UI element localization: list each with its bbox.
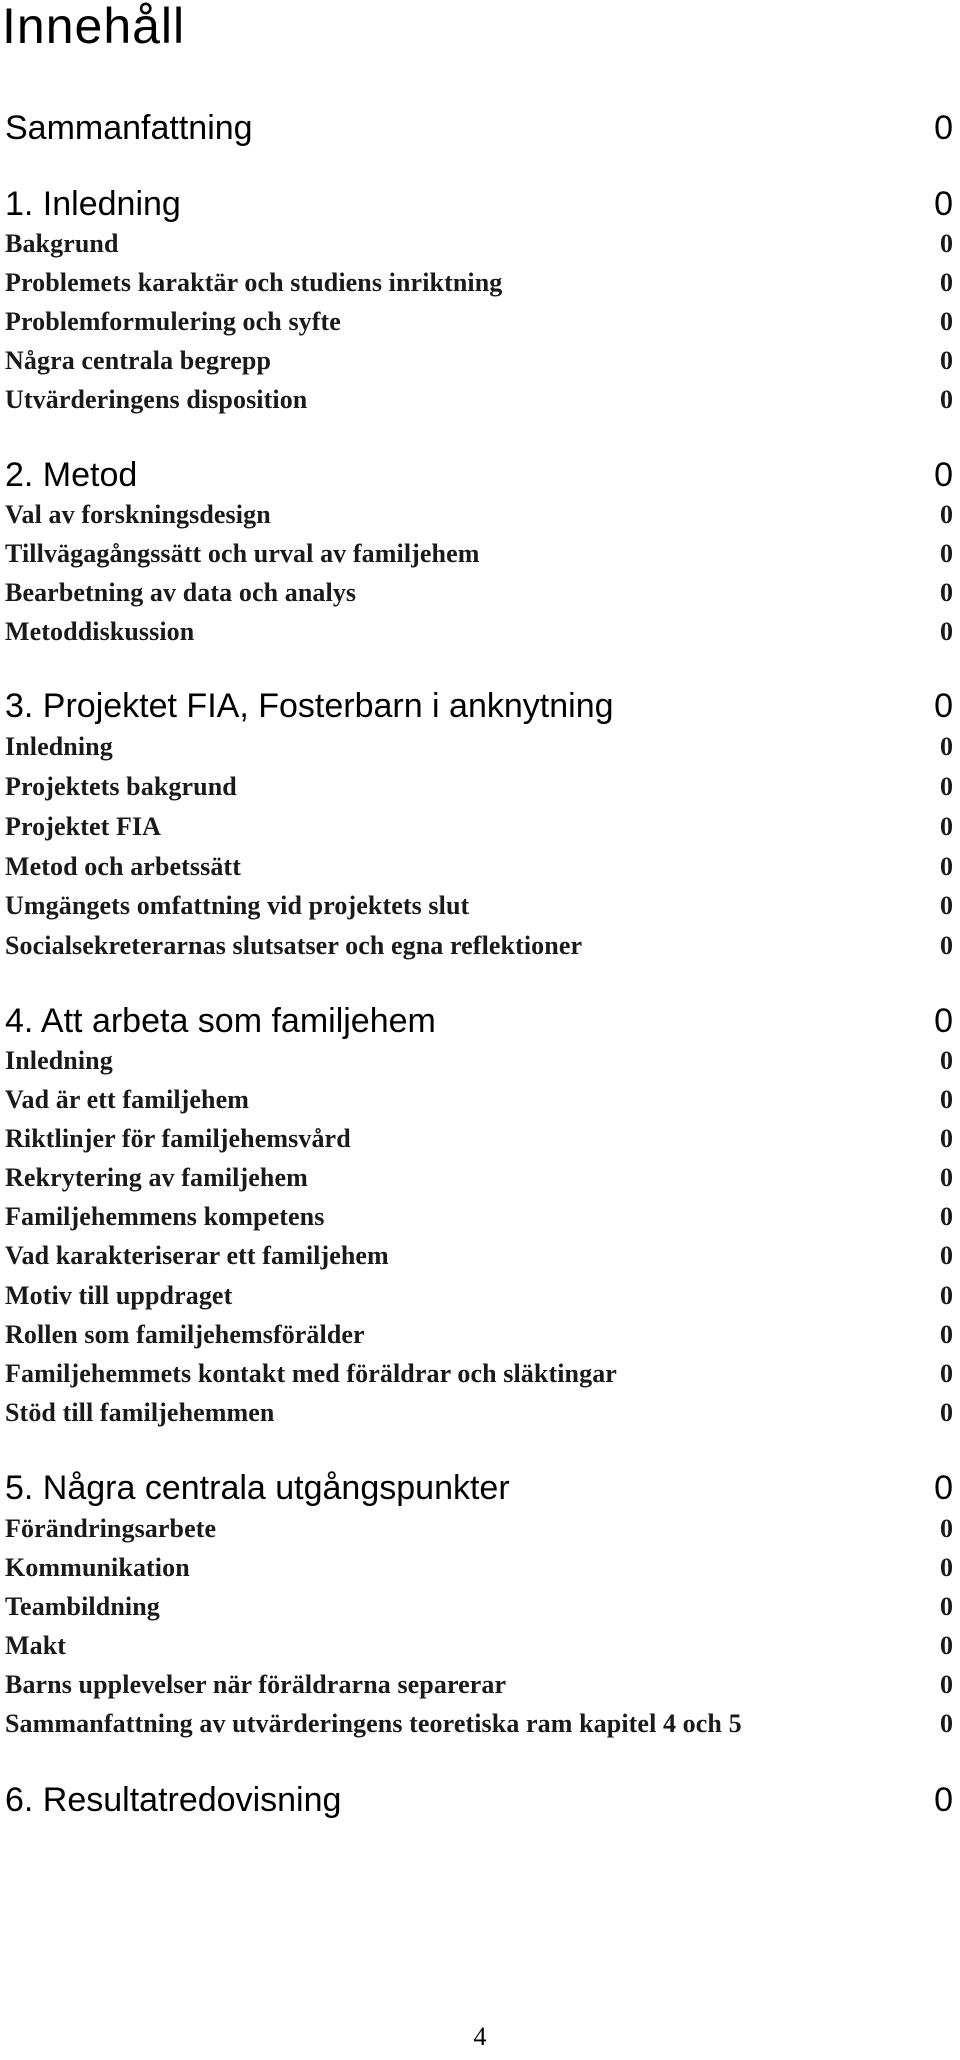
- toc-entry-title: Val av forskningsdesign: [5, 500, 271, 529]
- toc-entry-title: Projektets bakgrund: [5, 772, 237, 801]
- toc-section-row[interactable]: [5, 383, 955, 417]
- toc-section-row[interactable]: [5, 1318, 955, 1352]
- toc-section-row[interactable]: [5, 1629, 955, 1663]
- toc-section-row[interactable]: [5, 344, 955, 378]
- toc-section-row[interactable]: [5, 1512, 955, 1546]
- toc-entry-page: 0: [940, 539, 953, 568]
- toc-section-row[interactable]: [5, 1279, 955, 1313]
- toc-section-row[interactable]: [5, 498, 955, 532]
- toc-entry-title: Inledning: [5, 732, 113, 761]
- page-number: 4: [473, 2022, 487, 2051]
- toc-entry-title: Socialsekreterarnas slutsatser och egna reflektioner: [5, 931, 583, 960]
- toc-entry-title: Rollen som familjehemsförälder: [5, 1320, 365, 1349]
- toc-entry-page: 0: [940, 1592, 953, 1621]
- toc-entry-title: Riktlinjer för familjehemsvård: [5, 1124, 351, 1153]
- toc-section-row[interactable]: [5, 1083, 955, 1117]
- toc-entry-page: 0: [940, 852, 953, 881]
- toc-chapter-row[interactable]: [5, 108, 955, 148]
- toc-section-row[interactable]: [5, 537, 955, 571]
- toc-chapter-row[interactable]: [5, 686, 955, 726]
- toc-entry-page: 0: [940, 617, 953, 646]
- toc-section-row[interactable]: [5, 730, 955, 764]
- toc-entry-title: 4. Att arbeta som familjehem: [5, 1002, 436, 1040]
- toc-section-row[interactable]: [5, 1551, 955, 1585]
- toc-entry-title: Vad karakteriserar ett familjehem: [5, 1241, 389, 1270]
- toc-entry-page: 0: [934, 1469, 953, 1507]
- toc-entry-title: Teambildning: [5, 1592, 160, 1621]
- toc-entry-title: Bearbetning av data och analys: [5, 578, 357, 607]
- toc-entry-title: 3. Projektet FIA, Fosterbarn i anknytning: [5, 687, 614, 725]
- toc-section-row[interactable]: [5, 929, 955, 963]
- toc-entry-title: Problemformulering och syfte: [5, 307, 341, 336]
- toc-chapter-row[interactable]: [5, 184, 955, 224]
- toc-entry-page: 0: [940, 1514, 953, 1543]
- toc-entry-title: Metod och arbetssätt: [5, 852, 241, 881]
- toc-entry-page: 0: [940, 1163, 953, 1192]
- toc-entry-page: 0: [934, 185, 953, 223]
- toc-entry-page: 0: [940, 1398, 953, 1427]
- toc-entry-page: 0: [940, 772, 953, 801]
- toc-entry-title: Rekrytering av familjehem: [5, 1163, 308, 1192]
- toc-entry-title: 5. Några centrala utgångspunkter: [5, 1469, 510, 1507]
- toc-section-row[interactable]: [5, 1707, 955, 1741]
- toc-section-row[interactable]: [5, 850, 955, 884]
- toc-entry-title: Familjehemmets kontakt med föräldrar och släktingar: [5, 1359, 617, 1388]
- toc-entry-page: 0: [934, 109, 953, 147]
- toc-entry-page: 0: [940, 385, 953, 414]
- toc-entry-title: Motiv till uppdraget: [5, 1281, 233, 1310]
- toc-chapter-row[interactable]: [5, 455, 955, 495]
- toc-entry-title: Makt: [5, 1631, 67, 1660]
- toc-entry-title: Sammanfattning av utvärderingens teoretiska ram kapitel 4 och 5: [5, 1709, 742, 1738]
- toc-section-row[interactable]: [5, 1668, 955, 1702]
- toc-entry-page: 0: [940, 1202, 953, 1231]
- toc-section-row[interactable]: [5, 305, 955, 339]
- toc-chapter-row[interactable]: [5, 1468, 955, 1508]
- toc-entry-page: 0: [940, 931, 953, 960]
- toc-chapter-row[interactable]: [5, 1001, 955, 1041]
- toc-entry-title: 2. Metod: [5, 456, 138, 494]
- toc-chapter-row[interactable]: [5, 1780, 955, 1820]
- toc-entry-title: Utvärderingens disposition: [5, 385, 308, 414]
- toc-entry-page: 0: [934, 1002, 953, 1040]
- toc-entry-page: 0: [940, 1281, 953, 1310]
- toc-section-row[interactable]: [5, 810, 955, 844]
- toc-section-row[interactable]: [5, 1357, 955, 1391]
- toc-entry-page: 0: [940, 1124, 953, 1153]
- toc-entry-page: 0: [940, 812, 953, 841]
- toc-entry-title: 1. Inledning: [5, 185, 181, 223]
- toc-entry-page: 0: [940, 307, 953, 336]
- toc-section-row[interactable]: [5, 266, 955, 300]
- toc-entry-title: Bakgrund: [5, 229, 119, 258]
- toc-entry-page: 0: [940, 1359, 953, 1388]
- toc-entry-page: 0: [940, 1709, 953, 1738]
- toc-entry-title: Problemets karaktär och studiens inriktning: [5, 268, 503, 297]
- toc-section-row[interactable]: [5, 1590, 955, 1624]
- toc-entry-title: Metoddiskussion: [5, 617, 195, 646]
- toc-section-row[interactable]: [5, 1396, 955, 1430]
- toc-entry-title: Familjehemmens kompetens: [5, 1202, 325, 1231]
- toc-section-row[interactable]: [5, 227, 955, 261]
- toc-entry-page: 0: [940, 268, 953, 297]
- toc-entry-page: 0: [940, 578, 953, 607]
- toc-entry-title: Några centrala begrepp: [5, 346, 272, 375]
- toc-entry-page: 0: [934, 1781, 953, 1819]
- toc-section-row[interactable]: [5, 770, 955, 804]
- toc-section-row[interactable]: [5, 576, 955, 610]
- toc-entry-page: 0: [940, 1670, 953, 1699]
- toc-entry-page: 0: [940, 1631, 953, 1660]
- toc-entry-title: Barns upplevelser när föräldrarna separerar: [5, 1670, 507, 1699]
- toc-entry-title: Sammanfattning: [5, 109, 253, 147]
- toc-entry-page: 0: [940, 346, 953, 375]
- toc-entry-title: Tillvägagångssätt och urval av familjehem: [5, 539, 480, 568]
- toc-entry-title: Förändringsarbete: [5, 1514, 217, 1543]
- toc-section-row[interactable]: [5, 615, 955, 649]
- toc-entry-page: 0: [934, 687, 953, 725]
- toc-entry-page: 0: [940, 1320, 953, 1349]
- toc-entry-title: 6. Resultatredovisning: [5, 1781, 342, 1819]
- page-title: Innehåll: [2, 0, 186, 54]
- toc-entry-title: Kommunikation: [5, 1553, 190, 1582]
- toc-entry-title: Projektet FIA: [5, 812, 162, 841]
- toc-section-row[interactable]: [5, 1200, 955, 1234]
- toc-section-row[interactable]: [5, 1122, 955, 1156]
- toc-entry-page: 0: [940, 229, 953, 258]
- toc-section-row[interactable]: [5, 1161, 955, 1195]
- toc-entry-title: Vad är ett familjehem: [5, 1085, 249, 1114]
- toc-entry-page: 0: [940, 732, 953, 761]
- toc-entry-page: 0: [940, 1241, 953, 1270]
- toc-entry-title: Inledning: [5, 1046, 113, 1075]
- toc-section-row[interactable]: [5, 1044, 955, 1078]
- toc-entry-title: Stöd till familjehemmen: [5, 1398, 275, 1427]
- toc-entry-page: 0: [934, 456, 953, 494]
- toc-section-row[interactable]: [5, 1239, 955, 1273]
- toc-section-row[interactable]: [5, 889, 955, 923]
- toc-entry-page: 0: [940, 500, 953, 529]
- toc-entry-page: 0: [940, 1085, 953, 1114]
- toc-entry-page: 0: [940, 891, 953, 920]
- toc-entry-page: 0: [940, 1553, 953, 1582]
- toc-entry-title: Umgängets omfattning vid projektets slut: [5, 891, 470, 920]
- toc-entry-page: 0: [940, 1046, 953, 1075]
